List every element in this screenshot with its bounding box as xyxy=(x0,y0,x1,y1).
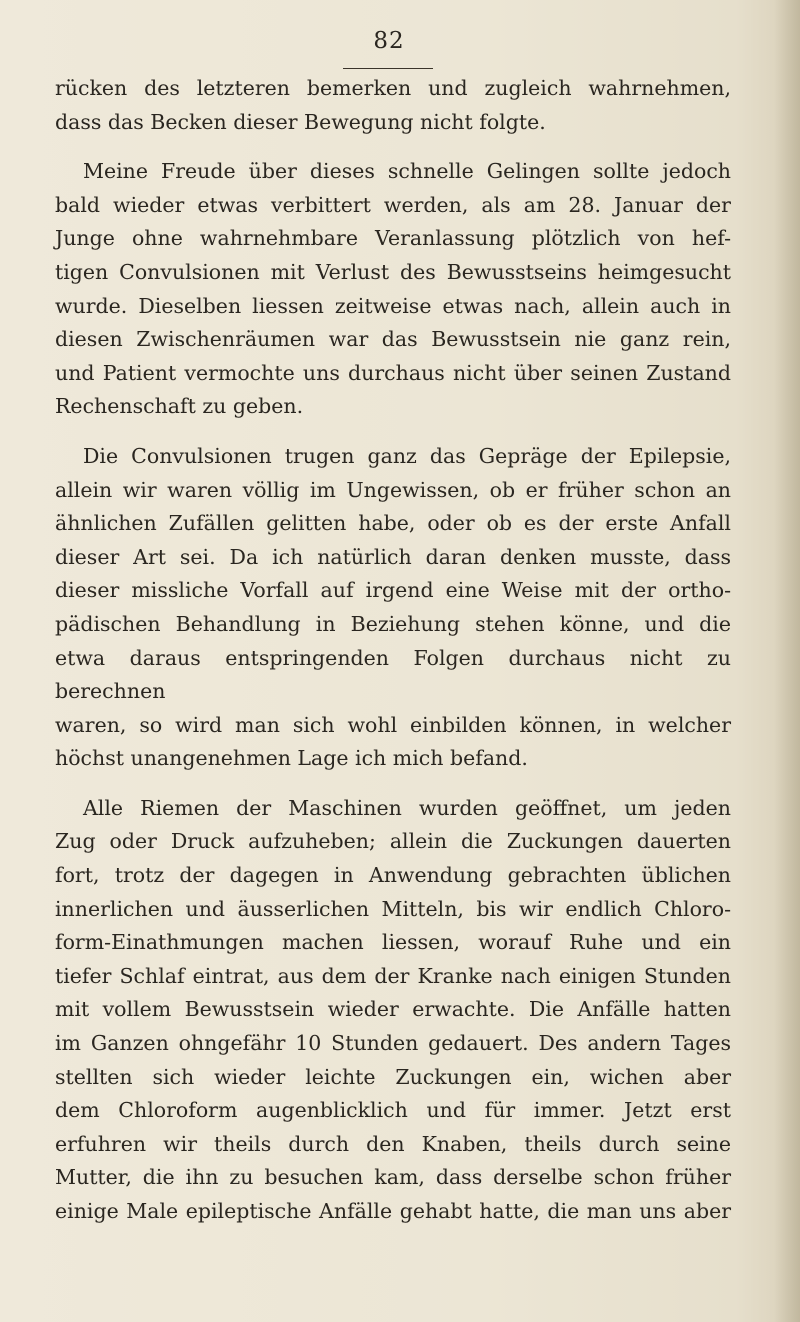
text-line: fort, trotz der dagegen in Anwendung gebrachten üblichen xyxy=(55,863,731,888)
text-line: allein wir waren völlig im Ungewissen, ob er früher schon an xyxy=(55,477,731,502)
text-line: Rechenschaft zu geben. xyxy=(55,394,304,419)
text-line: stellten sich wieder leichte Zuckungen ein, wichen aber xyxy=(55,1064,731,1089)
text-line: diesen Zwischenräumen war das Bewusstsein nie ganz rein, xyxy=(55,327,731,352)
text-line: Meine Freude über dieses schnelle Gelingen sollte jedoch xyxy=(83,159,731,184)
text-line: und Patient vermochte uns durchaus nicht über seinen Zustand xyxy=(55,360,731,385)
paragraph xyxy=(55,155,731,424)
paragraph xyxy=(55,792,731,1229)
page-number-rule xyxy=(343,68,433,69)
text-line: pädischen Behandlung in Beziehung stehen könne, und die xyxy=(55,611,731,636)
text-line: ähnlichen Zufällen gelitten habe, oder ob es der erste Anfall xyxy=(55,511,731,536)
paragraph-gap xyxy=(55,776,731,792)
text-line: rücken des letzteren bemerken und zugleich wahrnehmen, xyxy=(55,76,731,100)
text-line: im Ganzen ohngefähr 10 Stunden gedauert. Des andern Tages xyxy=(55,1031,731,1056)
text-line: erfuhren wir theils durch den Knaben, theils durch seine xyxy=(55,1131,731,1156)
text-line: Zug oder Druck aufzuheben; allein die Zuckungen dauerten xyxy=(55,829,731,854)
page-number: 82 xyxy=(373,28,405,54)
body-text xyxy=(55,72,731,1229)
text-line: bald wieder etwas verbittert werden, als am 28. Januar der xyxy=(55,192,731,217)
text-line: dass das Becken dieser Bewegung nicht folgte. xyxy=(55,109,546,134)
text-line: Junge ohne wahrnehmbare Veranlassung plötzlich von hef- xyxy=(55,226,731,251)
text-line: form-Einathmungen machen liessen, worauf Ruhe und ein xyxy=(55,930,731,955)
text-line: dem Chloroform augenblicklich und für immer. Jetzt erst xyxy=(55,1098,731,1123)
text-line: wurde. Dieselben liessen zeitweise etwas nach, allein auch in xyxy=(55,293,731,318)
paragraph-gap xyxy=(55,139,731,155)
text-line: einige Male epileptische Anfälle gehabt hatte, die man uns aber xyxy=(55,1199,731,1223)
paragraph-gap xyxy=(55,424,731,440)
page-edge-shadow xyxy=(774,0,800,1322)
text-line: Alle Riemen der Maschinen wurden geöffnet, um jeden xyxy=(83,795,731,820)
paragraph xyxy=(55,72,731,139)
text-line: höchst unangenehmen Lage ich mich befand. xyxy=(55,746,528,771)
text-line: etwa daraus entspringenden Folgen durchaus nicht zu berechnen xyxy=(55,645,731,704)
paragraph xyxy=(55,440,731,776)
text-line: Die Convulsionen trugen ganz das Gepräge der Epilepsie, xyxy=(83,443,731,468)
text-line: innerlichen und äusserlichen Mitteln, bis wir endlich Chloro- xyxy=(55,896,731,921)
text-line: waren, so wird man sich wohl einbilden können, in welcher xyxy=(55,712,731,737)
text-line: tiefer Schlaf eintrat, aus dem der Kranke nach einigen Stunden xyxy=(55,963,731,988)
text-line: tigen Convulsionen mit Verlust des Bewusstseins heimgesucht xyxy=(55,259,731,284)
text-line: dieser Art sei. Da ich natürlich daran denken musste, dass xyxy=(55,544,731,569)
text-line: mit vollem Bewusstsein wieder erwachte. Die Anfälle hatten xyxy=(55,997,731,1022)
text-line: dieser missliche Vorfall auf irgend eine Weise mit der ortho- xyxy=(55,578,731,603)
text-line: Mutter, die ihn zu besuchen kam, dass derselbe schon früher xyxy=(55,1165,731,1190)
